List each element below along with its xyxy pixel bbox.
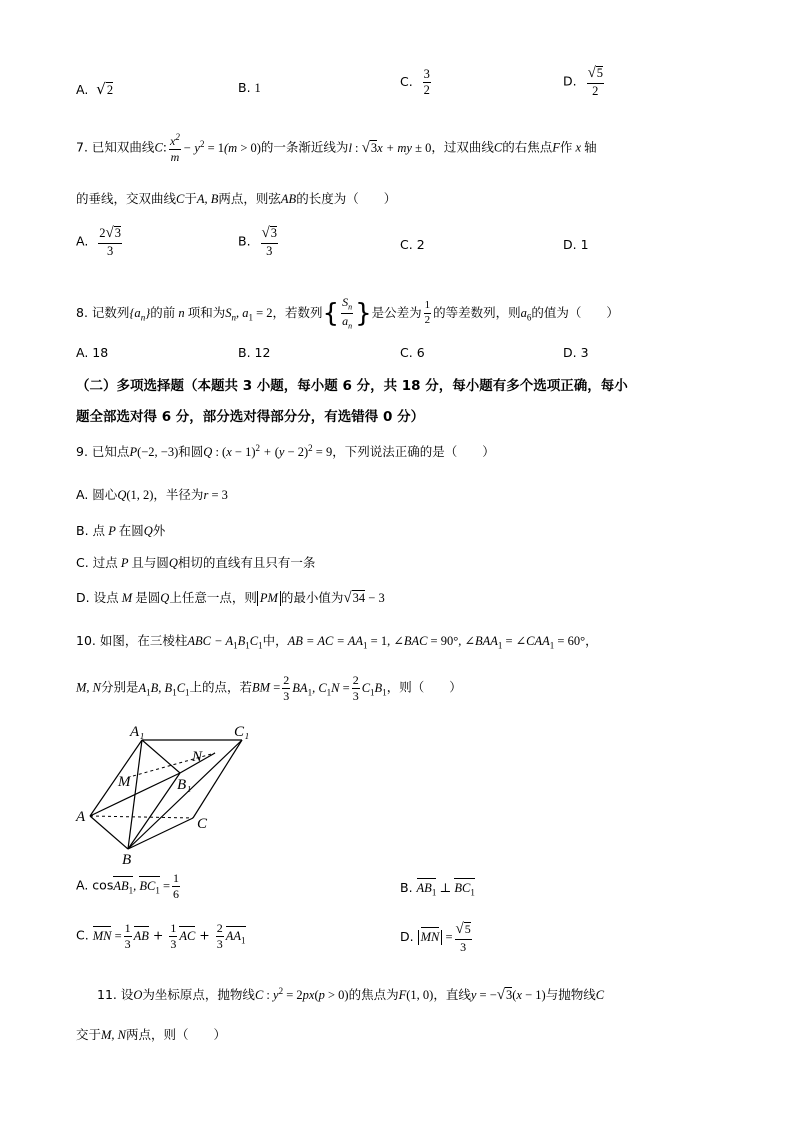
q9-option-b: B. 点 P 在圆Q外 [76,523,166,538]
question-9: 9. 已知点P(−2, −3)和圆Q : $(x - 1)^2 + (y - 2)^2 = 9$，下列说法正确的是（ ） [76,442,495,459]
label-m: M [118,774,131,790]
edge-a1-b1 [142,740,180,773]
q8-option-c: C. 6 [400,345,425,360]
q7-option-b: B. $\frac{√3}{3}$ [238,225,277,258]
q6-option-a-value: 2 [106,83,114,97]
edge-b-c [128,818,193,849]
question-7: 7. 已知双曲线C: $\frac{x^2}{m}$ − $y^2 = 1(m > 0)$的一条渐近线为l : √3x + my ± 0，过双曲线C的右焦点F作 x 轴 [76,132,597,164]
q9-option-d: D. 设点 M 是圆Q上任意一点，则 PM 的最小值为√34 − 3 [76,590,385,606]
edge-a-b1 [90,773,180,816]
q10-option-b: B. $AB_1$ ⊥ $BC_1$ [400,880,475,898]
q10-option-c: C. MN = $\frac{1}{3}$ AB + $\frac{1}{3}$ AC + $\frac{2}{3}$ $AA_1$ [76,921,246,951]
question-10: 10. 如图，在三棱柱ABC − $A_1B_1C_1$中，AB = AC = $AA_1 = 1$, ∠BAC = 90°, $\angle BAA_1$ = $\angle CAA_1 = 60^\circ$， [76,633,598,651]
question-8: 8. 记数列$\{a_n\}$的前 n 项和为$S_n$, $a_1 = 2$，若数列{ $\frac{S_n}{a_n}$ }是公差为 $\frac{1}{2}$ 的等差数列，则$a_6$的值为（ ） [76,295,619,331]
label-a1: A₁ [130,724,145,740]
edge-a-b [90,816,128,849]
edge-c1-b [128,740,242,849]
q6-option-a: A. √2 [76,80,114,98]
label-c: C [197,816,208,832]
section-heading-line-2: 题全部选对得 6 分，部分选对得部分分，有选错得 0 分） [76,409,425,425]
label-c1: C₁ [234,724,250,740]
q7-option-c: C. 2 [400,237,425,252]
hidden-edge-a-c [90,816,193,818]
q6-option-c: C. $\frac{3}{2}$ [400,67,430,98]
question-7-line-2: 的垂线，交双曲线C于A, B两点，则弦AB的长度为（ ） [76,191,397,206]
question-11-line-2: 交于M, N两点，则（ ） [76,1027,227,1042]
q9-option-c: C. 过点 P 且与圆Q相切的直线有且只有一条 [76,555,316,570]
q10-option-d: D. MN = $\frac{√5}{3}$ [400,921,471,954]
q6-option-d: D. $\frac{√5}{2}$ [563,65,604,98]
question-11: 11. 设O为坐标原点，抛物线C : $y^2 = 2px(p > 0)$的焦点为F(1, 0)，直线y = −√3(x − 1)与抛物线C [97,985,605,1003]
label-n: N [192,749,203,765]
q7-option-a: A. $\frac{2√3}{3}$ [76,225,121,258]
q10-option-a: A. cosAB$_1$, $BC_1$ = $\frac{1}{6}$ [76,871,180,901]
q9-option-a: A. 圆心Q(1, 2)，半径为r = 3 [76,487,228,502]
q6-option-b: B. 1 [238,80,261,95]
q8-option-d: D. 3 [563,345,589,360]
label-b1: B₁ [177,777,192,793]
section-heading-line-1: （二）多项选择题（本题共 3 小题，每小题 6 分，共 18 分，每小题有多个选项正确，每小 [76,378,628,394]
label-b: B [122,852,132,868]
question-10-line-2: M, N分别是$A_1B$, $B_1C_1$上的点，若BM = $\frac{2}{3}$ $BA_1$, $C_1N$ = $\frac{2}{3}$ $C_1B_1$，则（ ） [76,673,462,703]
prism-figure [70,718,270,868]
q8-option-b: B. 12 [238,345,271,360]
hidden-segment-m-n [133,753,215,776]
q7-option-d: D. 1 [563,237,589,252]
q8-option-a: A. 18 [76,345,109,360]
label-a: A [76,809,86,825]
